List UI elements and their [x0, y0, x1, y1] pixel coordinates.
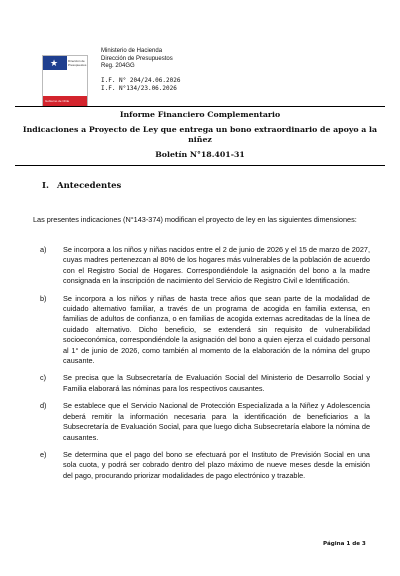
reference-line-1: I.F. N° 204/24.06.2026	[101, 77, 181, 84]
item-text: Se precisa que la Subsecretaría de Evaluación Social del Ministerio de Desarrollo Social y Familia elaborará las nóminas para los respectivos causantes.	[63, 373, 370, 393]
logo-bottom-text: Gobierno de Chile	[45, 99, 70, 103]
star-icon: ★	[50, 58, 59, 68]
item-list	[40, 245, 370, 488]
list-item	[40, 450, 370, 481]
organization-block	[101, 48, 173, 71]
directorate-name: Dirección de Presupuestos	[101, 55, 173, 62]
logo-label-line2: Presupuestos	[68, 63, 87, 67]
reference-line-2: I.F. N°134/23.06.2026	[101, 84, 177, 92]
bulletin-number: Boletín N°18.401-31	[155, 149, 245, 159]
item-marker: b)	[40, 293, 47, 303]
intro-paragraph: Las presentes indicaciones (N°143-374) modifican el proyecto de ley en las siguientes dimensiones:	[33, 215, 357, 224]
item-marker: c)	[40, 373, 47, 383]
report-subtitle: Indicaciones a Proyecto de Ley que entrega un bono extraordinario de apoyo a la niñez	[22, 125, 378, 145]
registry-number: Reg. 204GG	[101, 63, 135, 69]
government-logo	[42, 55, 88, 107]
item-text: Se incorpora a los niños y niñas nacidos entre el 2 de junio de 2026 y el 15 de marzo de 2027, cuyas madres pertenezcan al 80% de los hogares más vulnerables de la población de acuerdo con el Registro Social de Hogares. Correspondiéndole la asignación del bono a la madre consignada en la inscripción de nacimiento del Servicio de Registro Civil e Identificación.	[63, 245, 370, 286]
item-text: Se determina que el pago del bono se efectuará por el Instituto de Previsión Social en una sola cuota, y podrá ser cobrado dentro del plazo máximo de nueve meses desde la emisión del pago, procurando priorizar modalidades de pago electrónico y trazable.	[63, 449, 370, 480]
logo-label-line1: Dirección de	[68, 59, 85, 63]
section-number: I.	[42, 181, 49, 191]
report-title: Informe Financiero Complementario	[119, 110, 281, 119]
list-item	[40, 401, 370, 443]
item-text: Se establece que el Servicio Nacional de Protección Especializada a la Niñez y Adolescencia deberá remitir la información necesaria para la identificación de beneficiarios a la Subsecretaría de Evaluación Social, para que luego dicha Subsecretaría elabore la nómina de causantes.	[63, 401, 370, 442]
logo-label	[68, 59, 86, 67]
section-heading	[42, 181, 121, 191]
page-number: Página 1 de 3	[323, 541, 366, 547]
item-marker: e)	[40, 449, 47, 459]
list-item	[40, 373, 370, 394]
ministry-name: Ministerio de Hacienda	[101, 48, 163, 54]
list-item	[40, 294, 370, 367]
report-header	[15, 106, 385, 166]
flag-blue-field	[43, 56, 67, 70]
list-item	[40, 245, 370, 287]
reference-block	[101, 77, 180, 92]
item-text: Se incorpora a los niños y niñas de hasta trece años que sean parte de la modalidad de cuidado alternativo familiar, a través de un programa de acogida en familia extensa, en familias de adultos de confianza, o en familias de acogida externas acreditadas de la línea de cuidado alternativo. Dicho beneficio, se extenderá sin requisito de vulnerabilidad socioeconómica, correspondiéndole la asignación del bono a quien ejerza el cuidado personal al 1° de junio de 2026, como también al momento de la elaboración de la nómina del grupo causante.	[63, 293, 370, 366]
section-title: Antecedentes	[56, 181, 122, 191]
item-marker: d)	[40, 401, 47, 411]
item-marker: a)	[40, 245, 47, 254]
